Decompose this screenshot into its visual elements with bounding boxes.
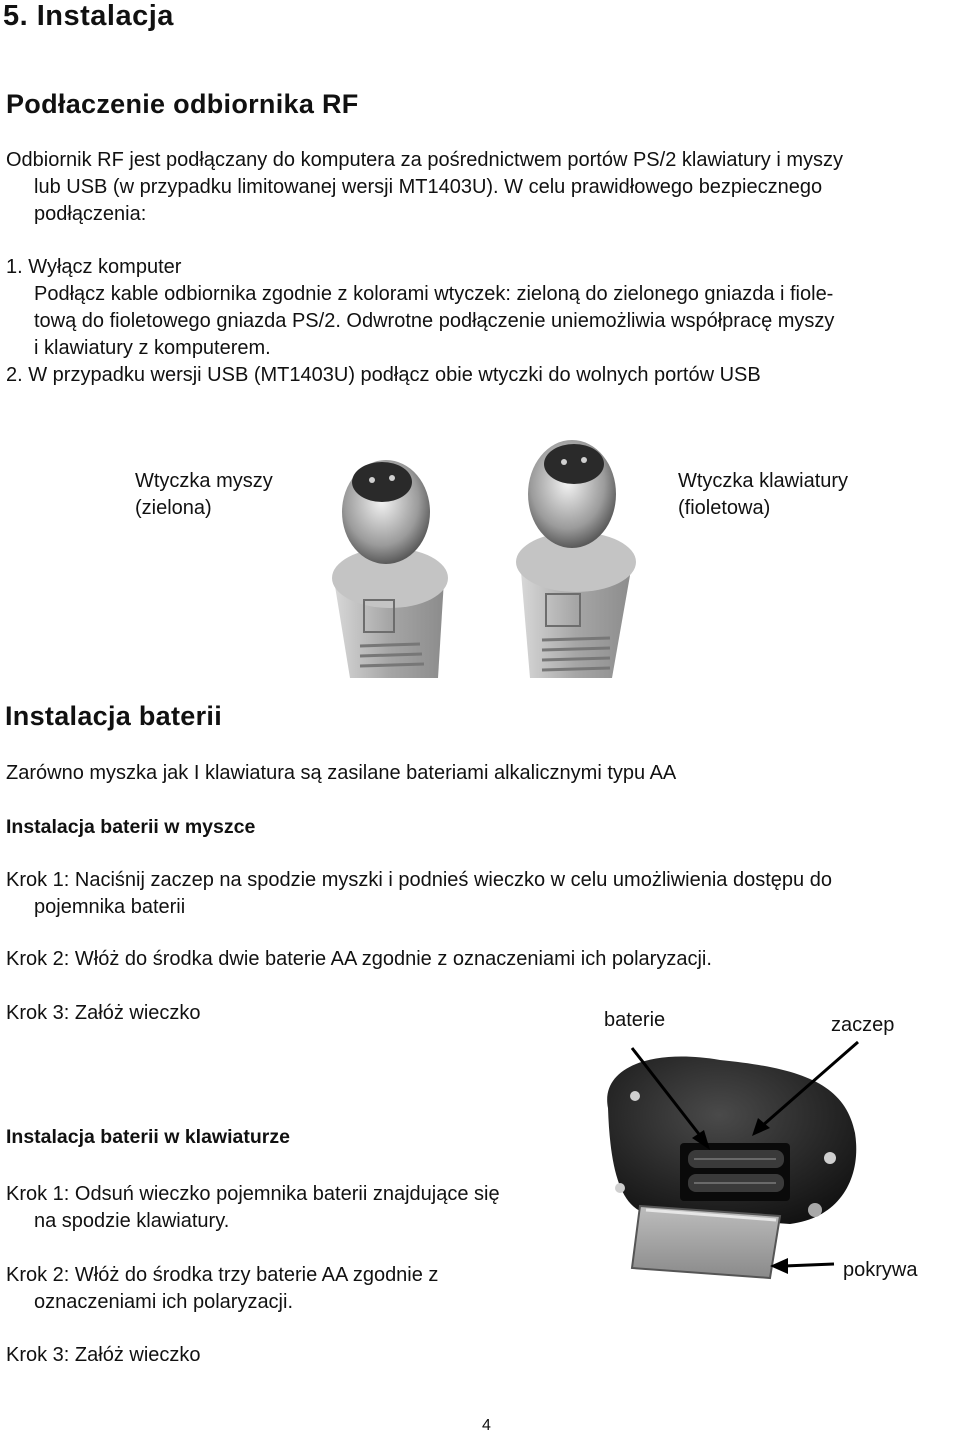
keyboard-step-1 [6, 1181, 500, 1235]
rf-step-1-line: Podłącz kable odbiornika zgodnie z kolorami wtyczek: zieloną do zielonego gniazda i fiole- [34, 283, 834, 305]
rf-step-1-line: 1. Wyłącz komputer [6, 256, 182, 278]
page-number: 4 [482, 1417, 491, 1434]
keyboard-step-3: Krok 3: Załóż wieczko [6, 1344, 201, 1366]
screw-icon [630, 1091, 640, 1101]
screw-icon [824, 1152, 836, 1164]
rf-step-1-line: i klawiatury z komputerem. [34, 337, 271, 359]
keyboard-step-2-line: oznaczeniami ich polaryzacji. [34, 1291, 294, 1313]
cover-arrow-icon [770, 1258, 834, 1274]
keyboard-step-2 [6, 1262, 438, 1316]
battery-intro: Zarówno myszka jak I klawiatura są zasilane bateriami alkalicznymi typu AA [6, 762, 677, 784]
keyboard-plug-label [678, 468, 848, 522]
rf-intro-line: podłączenia: [34, 203, 147, 225]
rf-intro-line: Odbiornik RF jest podłączany do komputera za pośrednictwem portów PS/2 klawiatury i myszy [6, 149, 844, 171]
screw-icon [808, 1203, 822, 1217]
keyboard-step-2-line: Krok 2: Włóż do środka trzy baterie AA zgodnie z [6, 1264, 439, 1286]
batteries-label: baterie [604, 1009, 666, 1031]
keyboard-battery-heading: Instalacja baterii w klawiaturze [6, 1126, 290, 1148]
keyboard-step-1-line: na spodzie klawiatury. [34, 1210, 230, 1232]
keyboard-step-1-line: Krok 1: Odsuń wieczko pojemnika baterii znajdujące się [6, 1183, 500, 1205]
mouse-step-1-line: Krok 1: Naciśnij zaczep na spodzie myszki i podnieś wieczko w celu umożliwienia dostępu do [6, 869, 832, 891]
section-title: 5. Instalacja [3, 0, 174, 32]
mouse-step-1-line: pojemnika baterii [34, 896, 186, 918]
mouse-step-1 [6, 867, 832, 921]
rf-intro-paragraph [6, 147, 843, 228]
ps2-plugs-photo [320, 440, 660, 678]
mouse-plug-label-line: (zielona) [135, 497, 212, 519]
rf-step-2: 2. W przypadku wersji USB (MT1403U) podłącz obie wtyczki do wolnych portów USB [6, 364, 761, 386]
battery-cover-image [632, 1206, 780, 1278]
keyboard-plug-image [516, 440, 636, 678]
battery-heading: Instalacja baterii [5, 701, 222, 731]
mouse-step-2: Krok 2: Włóż do środka dwie baterie AA zgodnie z oznaczeniami ich polaryzacji. [6, 948, 712, 970]
cover-label: pokrywa [843, 1259, 918, 1281]
mouse-plug-image [332, 460, 448, 678]
keyboard-plug-label-line: Wtyczka klawiatury [678, 470, 849, 492]
keyboard-plug-label-line: (fioletowa) [678, 497, 771, 519]
rf-intro-line: lub USB (w przypadku limitowanej wersji MT1403U). W celu prawidłowego bezpiecznego [34, 176, 823, 198]
mouse-battery-heading: Instalacja baterii w myszce [6, 816, 256, 838]
screw-icon [615, 1183, 625, 1193]
rf-heading: Podłaczenie odbiornika RF [6, 89, 359, 119]
mouse-underside-photo [590, 1038, 960, 1288]
mouse-plug-label [135, 468, 273, 522]
rf-step-1-line: tową do fioletowego gniazda PS/2. Odwrotne podłączenie uniemożliwia współpracę myszy [34, 310, 835, 332]
mouse-step-3: Krok 3: Załóż wieczko [6, 1002, 201, 1024]
latch-label: zaczep [831, 1014, 895, 1036]
rf-step-1 [6, 254, 834, 362]
mouse-plug-label-line: Wtyczka myszy [135, 470, 273, 492]
